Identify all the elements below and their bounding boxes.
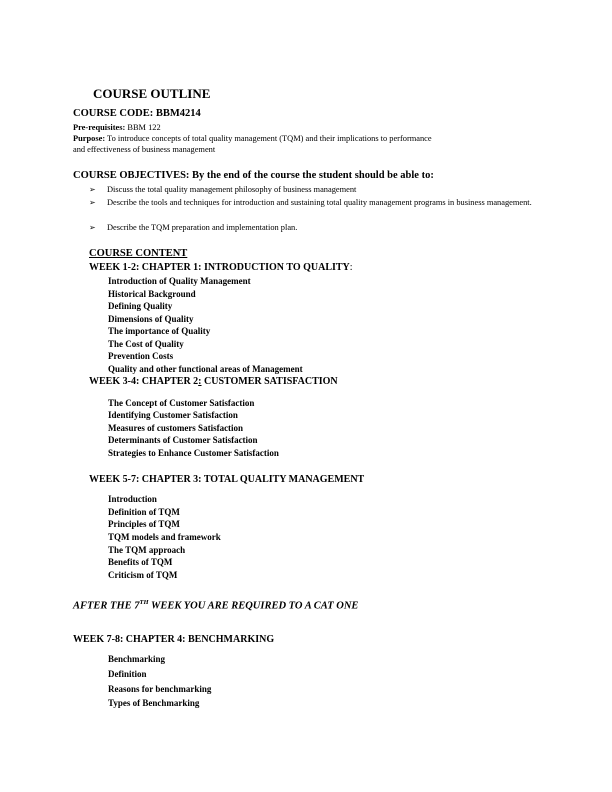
week-3-4-title-b: CUSTOMER SATISFACTION (201, 376, 338, 387)
week-3-4-title-a: WEEK 3-4: CHAPTER 2 (89, 376, 199, 387)
topic-item: Reasons for benchmarking (108, 684, 212, 694)
course-content-heading: COURSE CONTENT (89, 248, 188, 259)
cat-notice-superscript: TH (139, 599, 149, 606)
topic-item: Benefits of TQM (108, 557, 173, 567)
purpose (73, 133, 432, 155)
topic-item: Principles of TQM (108, 519, 180, 529)
purpose-label: Purpose: (73, 134, 106, 143)
topic-item: Definition (108, 669, 147, 679)
topic-item: TQM models and framework (108, 532, 221, 542)
week-7-8-heading: WEEK 7-8: CHAPTER 4: BENCHMARKING (73, 634, 275, 645)
cat-notice-before: AFTER THE 7 (73, 600, 140, 612)
page-title: COURSE OUTLINE (93, 86, 211, 101)
topic-item: The importance of Quality (108, 326, 211, 336)
prerequisites-value: BBM 122 (125, 123, 161, 132)
arrow-bullet-icon: ➢ (89, 185, 96, 194)
purpose-text-1: To introduce concepts of total quality management (TQM) and their implications to performance (105, 134, 432, 143)
objective-text: Describe the tools and techniques for introduction and sustaining total quality management programs in business management. (107, 198, 532, 207)
objective-item (89, 197, 549, 208)
topic-item: Criticism of TQM (108, 570, 178, 580)
topic-item: Historical Background (108, 289, 196, 299)
topic-item: Types of Benchmarking (108, 698, 200, 708)
topic-item: The TQM approach (108, 545, 186, 555)
topic-item: Determinants of Customer Satisfaction (108, 435, 258, 445)
week-3-4-colon: : (198, 376, 202, 387)
topic-item: The Cost of Quality (108, 339, 184, 349)
course-code: COURSE CODE: BBM4214 (73, 108, 201, 119)
week-1-2-title: WEEK 1-2: CHAPTER 1: INTRODUCTION TO QUALITY (89, 262, 350, 273)
week-5-7-heading: WEEK 5-7: CHAPTER 3: TOTAL QUALITY MANAGEMENT (89, 474, 365, 485)
objective-text: Describe the TQM preparation and implementation plan. (107, 223, 298, 232)
purpose-line-2: and effectiveness of business management (73, 145, 216, 154)
topic-item: Benchmarking (108, 654, 166, 664)
objective-item (89, 222, 549, 233)
purpose-line-1 (73, 133, 432, 144)
topic-item: Measures of customers Satisfaction (108, 423, 244, 433)
topic-item: Prevention Costs (108, 351, 174, 361)
topic-item: Strategies to Enhance Customer Satisfaction (108, 448, 279, 458)
cat-notice (73, 599, 358, 612)
cat-notice-after: WEEK YOU ARE REQUIRED TO A CAT ONE (148, 600, 359, 612)
prerequisites-label: Pre-requisites: (73, 123, 126, 132)
topic-item: Defining Quality (108, 301, 173, 311)
arrow-bullet-icon: ➢ (89, 223, 96, 232)
topic-item: Identifying Customer Satisfaction (108, 410, 238, 420)
objectives-heading: COURSE OBJECTIVES: By the end of the course the student should be able to: (73, 170, 434, 181)
topic-item: Dimensions of Quality (108, 314, 194, 324)
week-1-2-heading (89, 262, 353, 273)
objective-text: Discuss the total quality management philosophy of business management (107, 185, 357, 194)
topic-item: Introduction (108, 494, 157, 504)
week-1-2-colon: : (349, 262, 353, 273)
prerequisites (73, 122, 161, 133)
week-3-4-heading (89, 376, 338, 387)
topic-item: Quality and other functional areas of Management (108, 364, 303, 374)
arrow-bullet-icon: ➢ (89, 198, 96, 207)
objective-item (89, 184, 549, 195)
topic-item: Introduction of Quality Management (108, 276, 251, 286)
topic-item: Definition of TQM (108, 507, 180, 517)
topic-item: The Concept of Customer Satisfaction (108, 398, 255, 408)
